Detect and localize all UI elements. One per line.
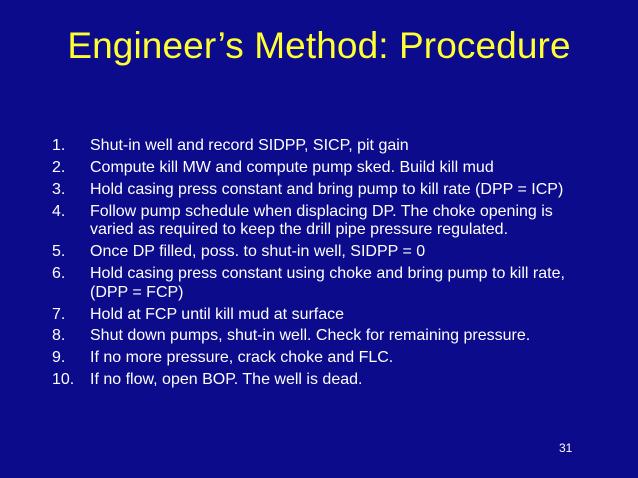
step-number: 10. <box>52 371 75 389</box>
step-text: Hold at FCP until kill mud at surface <box>90 305 345 323</box>
procedure-step <box>52 159 597 178</box>
step-text: Compute kill MW and compute pump sked. Build kill mud <box>90 158 494 176</box>
step-text: Once DP filled, poss. to shut-in well, SIDPP = 0 <box>90 243 426 261</box>
step-text: Hold casing press constant and bring pump to kill rate (DPP = ICP) <box>90 180 564 198</box>
step-number: 1. <box>52 137 66 154</box>
procedure-list <box>52 137 597 393</box>
page-number: 31 <box>559 441 573 455</box>
step-number: 2. <box>52 158 66 176</box>
procedure-step <box>52 327 597 346</box>
step-number: 4. <box>52 202 66 220</box>
step-text: Follow pump schedule when displacing DP. The choke opening is varied as required to keep the drill pipe pressure regulated. <box>90 202 553 239</box>
step-number: 6. <box>52 265 66 283</box>
procedure-step <box>52 306 597 325</box>
step-text: Hold casing press constant using choke and bring pump to kill rate, (DPP = FCP) <box>90 265 565 301</box>
slide-title: Engineer’s Method: Procedure <box>67 25 571 66</box>
step-text: If no more pressure, crack choke and FLC. <box>90 349 394 367</box>
procedure-step <box>52 349 597 368</box>
procedure-step <box>52 137 597 156</box>
step-text: Shut-in well and record SIDPP, SICP, pit gain <box>90 137 409 154</box>
step-text: Shut down pumps, shut-in well. Check for remaining pressure. <box>90 327 531 345</box>
step-number: 9. <box>52 349 66 367</box>
procedure-step <box>52 203 597 240</box>
procedure-step <box>52 371 597 390</box>
step-number: 8. <box>52 327 66 345</box>
step-number: 5. <box>52 243 66 261</box>
step-number: 7. <box>52 305 66 323</box>
step-number: 3. <box>52 180 66 198</box>
step-text: If no flow, open BOP. The well is dead. <box>90 371 363 389</box>
procedure-step <box>52 181 597 200</box>
procedure-step <box>52 265 597 302</box>
procedure-step <box>52 243 597 262</box>
